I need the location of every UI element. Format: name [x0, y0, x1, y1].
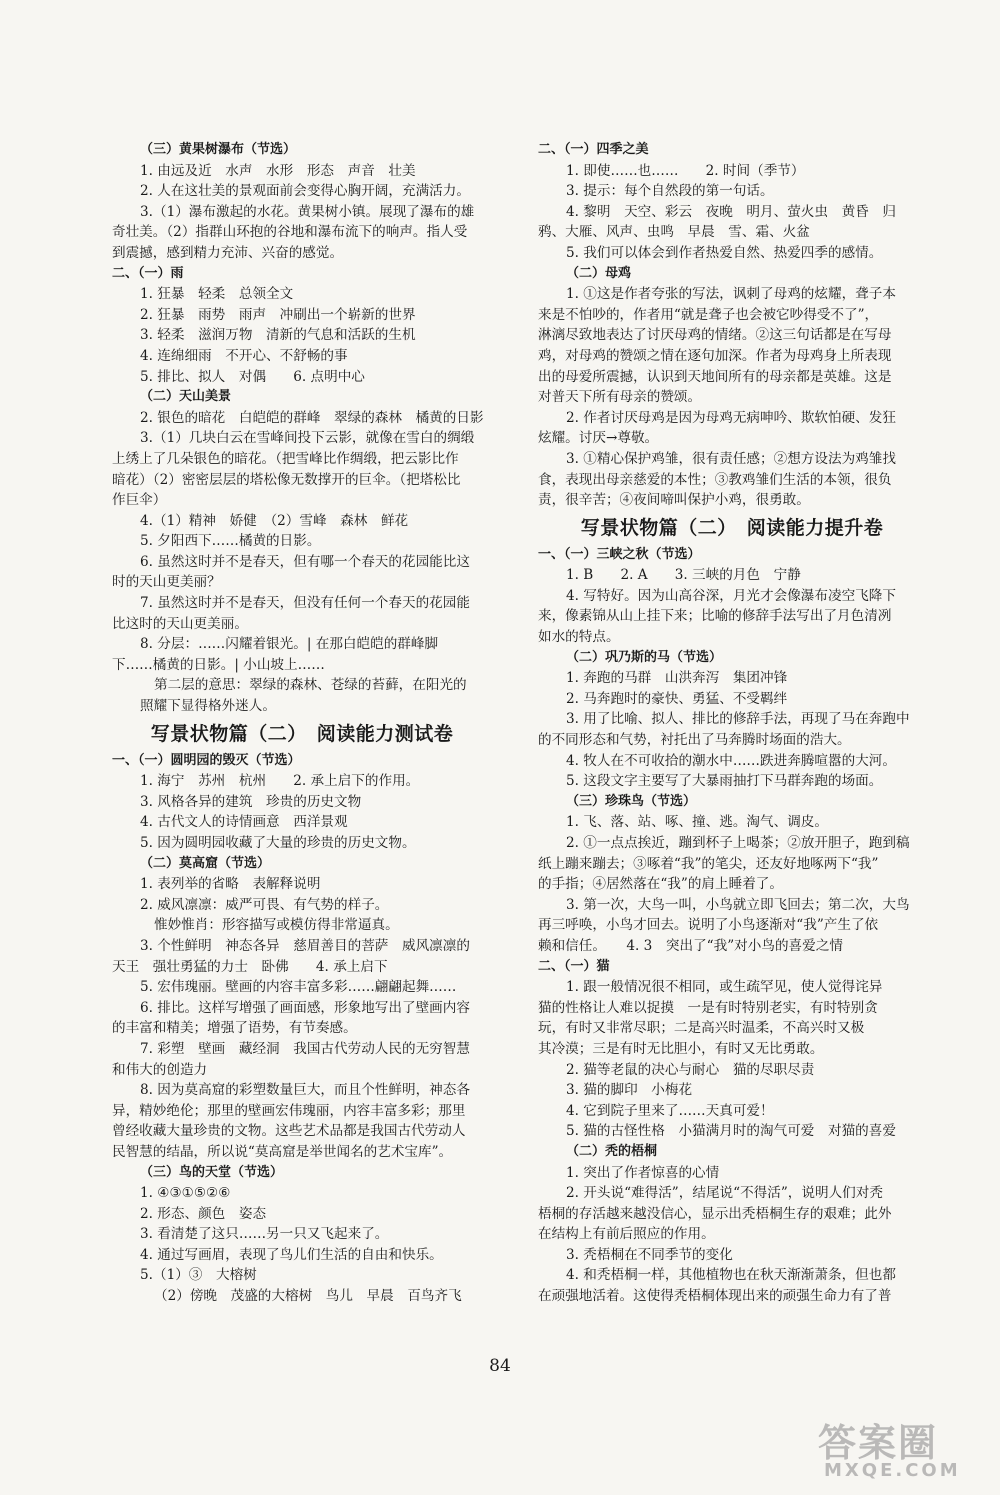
answer-line: 异，精妙绝伦；那里的壁画宏伟瑰丽，内容丰富多彩；那里: [112, 1102, 466, 1119]
answer-line: 2. ①一点点挨近，蹦到杯子上喝茶；②放开胆子，跑到稿: [566, 835, 910, 851]
page-number: 84: [489, 1356, 511, 1376]
subsection-heading: 二、（一）雨: [112, 265, 184, 281]
answer-line: 赖和信任。 4. 3 突出了“我”对小鸟的喜爱之情: [538, 937, 843, 954]
answer-line: 惟妙惟肖：形容描写或模仿得非常逼真。: [154, 917, 399, 934]
answer-line: 5. 猫的古怪性格 小猫满月时的淘气可爱 对猫的喜爱: [566, 1123, 896, 1140]
subsection-heading: （二）天山美景: [140, 389, 232, 405]
answer-line: 1. B 2. A 3. 三峡的月色 宁静: [566, 567, 801, 584]
answer-line: 4. 黎明 天空、彩云 夜晚 明月、萤火虫 黄昏 归: [566, 203, 896, 220]
answer-line: 淋漓尽致地表达了讨厌母鸡的情绪。②这三句话都是在写母: [538, 327, 892, 344]
answer-line: 3. 用了比喻、拟人、排比的修辞手法，再现了马在奔跑中: [566, 711, 910, 728]
answer-line: 1. ④③①⑤②⑥: [140, 1185, 231, 1202]
answer-line: 梧桐的存活越来越没信心，显示出秃梧桐生存的艰难；此外: [538, 1205, 892, 1222]
answer-line: 3. 轻柔 滋润万物 清新的气息和活跃的生机: [140, 327, 416, 344]
answer-line: 1. 由远及近 水声 水形 形态 声音 壮美: [140, 162, 416, 179]
answer-line: 2. 狂暴 雨势 雨声 冲刷出一个崭新的世界: [140, 306, 416, 323]
section-heading: 写景状物篇（二） 阅读能力提升卷: [580, 516, 884, 539]
answer-line: 4. 连绵细雨 不开心、不舒畅的事: [140, 347, 348, 364]
answer-line: 6. 虽然这时并不是春天，但有哪一个春天的花园能比这: [140, 553, 470, 570]
answer-line: 曾经收藏大量珍贵的文物。这些艺术品都是我国古代劳动人: [112, 1123, 466, 1140]
answer-line: 第二层的意思：翠绿的森林、苍绿的苔藓，在阳光的: [154, 677, 467, 694]
answer-line: 鸡，对母鸡的赞颂之情在逐句加深。作者为母鸡身上所表现: [538, 347, 892, 364]
answer-line: 2. 形态、颜色 姿态: [140, 1205, 267, 1222]
answer-line: 5. 夕阳西下……橘黄的日影。: [140, 533, 321, 550]
answer-line: 5. 我们可以体会到作者热爱自然、热爱四季的感情。: [566, 244, 883, 261]
answer-line: 1. 跟一般情况很不相同，或生疏罕见，使人觉得诧异: [566, 979, 883, 996]
answer-line: 到震撼，感到精力充沛、兴奋的感觉。: [112, 244, 344, 261]
answer-line: 对普天下所有母亲的赞颂。: [538, 389, 702, 406]
answer-line: 5. 这段文字主要写了大暴雨抽打下马群奔跑的场面。: [566, 773, 883, 790]
watermark-logo: [798, 1412, 988, 1488]
answer-line: 1. 表列举的省略 表解释说明: [140, 876, 321, 893]
subsection-heading: （三）珍珠鸟（节选）: [566, 793, 697, 809]
answer-line: 6. 排比。这样写增强了画面感，形象地写出了壁画内容: [140, 999, 470, 1016]
answer-line: 3. 看清楚了这只……另一只又飞起来了。: [140, 1226, 389, 1243]
answer-line: 3.（1）瀑布激起的水花。黄果树小镇。展现了瀑布的雄: [140, 203, 475, 220]
answer-line: 的手指；④居然落在“我”的肩上睡着了。: [538, 876, 783, 893]
answer-line: 和伟大的创造力: [112, 1061, 208, 1078]
answer-line: 2. 马奔跑时的豪快、勇猛、不受羁绊: [566, 690, 788, 707]
answer-line: 上绣上了几朵银色的暗花。（把雪峰比作绸缎，把云影比作: [112, 450, 459, 467]
answer-line: 8. 分层：……闪耀着银光。| 在那白皑皑的群峰脚: [140, 636, 439, 653]
subsection-heading: （二）巩乃斯的马（节选）: [566, 649, 723, 665]
answer-line: 其冷漠；三是有时无比胆小，有时又无比勇敢。: [538, 1040, 824, 1057]
answer-line: 鸦、大雁、风声、虫鸣 早晨 雪、霜、火盆: [538, 224, 810, 241]
subsection-heading: 二、（一）猫: [538, 958, 610, 974]
answer-line: 4.（1）精神 娇健 （2）雪峰 森林 鲜花: [140, 512, 409, 529]
answer-line: 1. 奔跑的马群 山洪奔泻 集团冲锋: [566, 670, 788, 687]
answer-line: 奇壮美。（2）指群山环抱的谷地和瀑布流下的响声。指人受: [112, 224, 468, 241]
answer-line: 1. 即使……也…… 2. 时间（季节）: [566, 162, 805, 179]
section-heading: 写景状物篇（二） 阅读能力测试卷: [150, 722, 454, 745]
answer-line: 4. 通过写画眉，表现了鸟儿们生活的自由和快乐。: [140, 1246, 443, 1263]
subsection-heading: （三）鸟的天堂（节选）: [140, 1164, 284, 1180]
answer-line: 暗花）（2）密密层层的塔松像无数撑开的巨伞。（把塔松比: [112, 471, 461, 488]
answer-line: 4. 牧人在不可收拾的潮水中……跌进奔腾喧嚣的大河。: [566, 752, 896, 769]
answer-line: 4. 和秃梧桐一样，其他植物也在秋天渐渐萧条，但也都: [566, 1267, 896, 1284]
answer-line: 5. 排比、拟人 对偶 6. 点明中心: [140, 368, 365, 385]
answer-line: 下……橘黄的日影。| 小山坡上……: [112, 656, 325, 673]
left-column: [112, 140, 492, 1307]
answer-line: 7. 彩塑 壁画 藏经洞 我国古代劳动人民的无穷智慧: [140, 1040, 470, 1057]
answer-line: 3. 第一次，大鸟一叫，小鸟就立即飞回去；第二次，大鸟: [566, 896, 910, 913]
answer-line: 照耀下显得格外迷人。: [140, 698, 276, 715]
answer-line: 3.（1）几块白云在雪峰间投下云影，就像在雪白的绸缎: [140, 430, 475, 447]
subsection-heading: （二）秃的梧桐: [566, 1143, 658, 1159]
answer-line: 2. 人在这壮美的景观面前会变得心胸开阔，充满活力。: [140, 183, 470, 200]
answer-line: 来，像素锦从山上挂下来；比喻的修辞手法写出了月色清冽: [538, 608, 892, 625]
answer-line: 3. 秃梧桐在不同季节的变化: [566, 1246, 733, 1263]
answer-line: 7. 虽然这时并不是春天，但没有任何一个春天的花园能: [140, 595, 470, 612]
subsection-heading: （二）莫高窟（节选）: [140, 855, 271, 871]
answer-line: 作巨伞）: [112, 492, 167, 509]
answer-line: 的丰富和精美；增强了语势，有节奏感。: [112, 1020, 357, 1037]
answer-line: 如水的特点。: [538, 629, 620, 646]
subsection-heading: 二、（一）四季之美: [538, 142, 649, 157]
answer-line: 时的天山更美丽？: [112, 574, 221, 591]
answer-line: 2. 开头说“难得活”，结尾说“不得活”，说明人们对秃: [566, 1185, 883, 1202]
answer-line: （2）傍晚 茂盛的大榕树 鸟儿 早晨 百鸟齐飞: [154, 1288, 462, 1305]
answer-line: 的不同形态和气势，衬托出了马奔腾时场面的浩大。: [538, 732, 851, 749]
answer-line: 天王 强壮勇猛的力士 卧佛 4. 承上启下: [112, 958, 388, 975]
answer-line: 2. 猫等老鼠的决心与耐心 猫的尽职尽责: [566, 1061, 815, 1078]
answer-line: 玩，有时又非常尽职；二是高兴时温柔，不高兴时又极: [538, 1020, 865, 1037]
answer-line: 食，表现出母亲慈爱的本性；③教鸡雏们生活的本领，很负: [538, 471, 892, 488]
answer-line: 2. 作者讨厌母鸡是因为母鸡无病呻吟、欺软怕硬、发狂: [566, 409, 896, 426]
answer-line: 5.（1）③ 大榕树: [140, 1267, 257, 1284]
answer-line: 1. 海宁 苏州 杭州 2. 承上启下的作用。: [140, 773, 420, 790]
right-column: [538, 140, 926, 1307]
answer-line: 2. 银色的暗花 白皑皑的群峰 翠绿的森林 橘黄的日影: [140, 409, 484, 426]
answer-line: 纸上蹦来蹦去；③啄着“我”的笔尖，还友好地啄两下“我”: [538, 855, 879, 872]
answer-line: 4. 它到院子里来了……天真可爱！: [566, 1102, 774, 1119]
subsection-heading: （三）黄果树瀑布（节选）: [140, 142, 297, 157]
answer-line: 在结构上有前后照应的作用。: [538, 1226, 715, 1243]
answer-line: 再三呼唤，小鸟才回去。说明了小鸟逐渐对“我”产生了依: [538, 917, 879, 934]
answer-line: 民智慧的结晶，所以说“莫高窟是举世闻名的艺术宝库”。: [112, 1143, 453, 1160]
answer-line: 3. 提示：每个自然段的第一句话。: [566, 183, 774, 200]
subsection-heading: 一、（一）圆明园的毁灭（节选）: [112, 752, 301, 768]
answer-line: 1. 突出了作者惊喜的心情: [566, 1164, 720, 1181]
answer-line: 1. 狂暴 轻柔 总领全文: [140, 286, 294, 303]
answer-line: 3. 猫的脚印 小梅花: [566, 1082, 693, 1099]
answer-line: 在顽强地活着。这使得秃梧桐体现出来的顽强生命力有了普: [538, 1288, 892, 1305]
answer-line: 3. 风格各异的建筑 珍贵的历史文物: [140, 793, 362, 810]
answer-line: 出的母爱所震撼，认识到天地间所有的母亲都是英雄。这是: [538, 368, 892, 385]
answer-line: 2. 威风凛凛：威严可畏、有气势的样子。: [140, 896, 389, 913]
answer-line: 炫耀。讨厌→尊敬。: [538, 430, 659, 447]
answer-line: 比这时的天山更美丽。: [112, 615, 248, 632]
subsection-heading: 一、（一）三峡之秋（节选）: [538, 546, 701, 562]
answer-line: 5. 宏伟瑰丽。壁画的内容丰富多彩……翩翩起舞……: [140, 979, 457, 996]
answer-line: 4. 写特好。因为山高谷深，月光才会像瀑布凌空飞降下: [566, 587, 896, 604]
answer-line: 5. 因为圆明园收藏了大量的珍贵的历史文物。: [140, 835, 416, 851]
answer-line: 1. 飞、落、站、啄、撞、逃。淘气、调皮。: [566, 814, 828, 831]
answer-line: 3. ①精心保护鸡雏，很有责任感；②想方设法为鸡雏找: [566, 450, 896, 467]
answer-line: 来是不怕吵的，作者用“就是聋子也会被它吵得受不了”，: [538, 306, 879, 323]
answer-line: 责，很辛苦；④夜间啼叫保护小鸡，很勇敢。: [538, 492, 810, 509]
watermark-url: MXQE.COM: [824, 1460, 961, 1481]
answer-line: 1. ①这是作者夸张的写法，讽刺了母鸡的炫耀，聋子本: [566, 286, 896, 303]
answer-line: 4. 古代文人的诗情画意 西洋景观: [140, 814, 348, 831]
subsection-heading: （二）母鸡: [566, 265, 632, 281]
answer-line: 8. 因为莫高窟的彩塑数量巨大，而且个性鲜明，神态各: [140, 1082, 470, 1099]
answer-line: 猫的性格让人难以捉摸 一是有时特别老实，有时特别贪: [538, 999, 878, 1016]
answer-line: 3. 个性鲜明 神态各异 慈眉善目的菩萨 威风凛凛的: [140, 937, 470, 954]
watermark-text: 答案圈: [818, 1421, 939, 1465]
